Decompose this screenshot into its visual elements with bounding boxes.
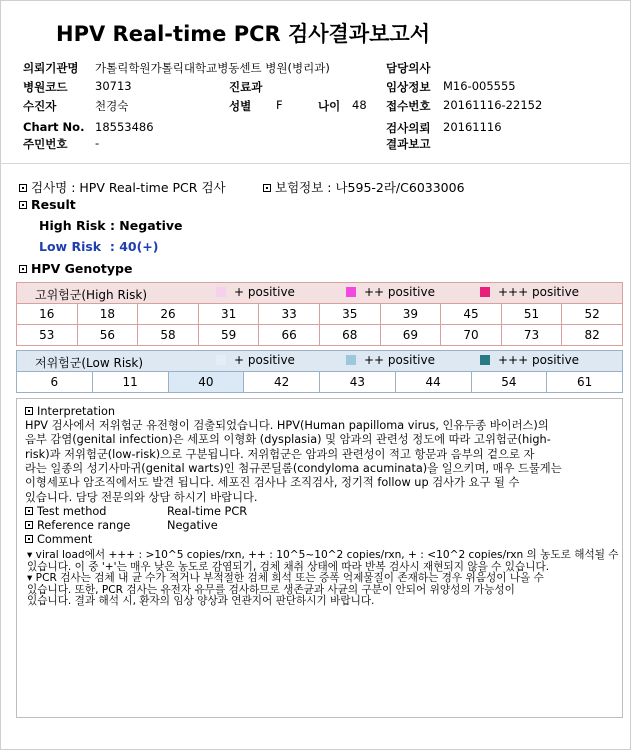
interpretation-line: 있습니다. 담당 전문의와 상담 하시기 바랍니다. [25, 490, 258, 504]
genotype-cell: 58 [138, 325, 199, 346]
genotype-cell: 11 [92, 372, 168, 393]
age-value: 48 [352, 98, 367, 112]
high-legend-plus: + positive [216, 285, 295, 299]
dept-label: 진료과 [229, 80, 263, 94]
low-risk-title: 저위험군(Low Risk) [35, 356, 144, 370]
sex-label: 성별 [229, 99, 252, 113]
high-legend-plusplus: ++ positive [346, 285, 435, 299]
comment-line: 있습니다. 이 중 '+'는 매우 낮은 농도로 감염되기, 검체 채취 상태에 따라 반복 검사시 재현되지 않을 수 있습니다. [27, 560, 550, 573]
low-legend-plus: + positive [216, 353, 295, 367]
genotype-cell: 61 [547, 372, 623, 393]
clinical-value: M16-005555 [443, 79, 516, 93]
insurance-line [263, 178, 465, 196]
interpretation-line: 이형세포나 암조직에서도 발견 됩니다. 세포진 검사나 조직검사, 정기적 follow up 검사가 요구 될 수 [25, 476, 520, 490]
code-label: 병원코드 [23, 80, 68, 94]
chart-label: Chart No. [23, 120, 85, 134]
low-legend-plusplusplus: +++ positive [480, 353, 579, 367]
high-risk-title: 고위험군(High Risk) [35, 288, 147, 302]
hospital-label: 의뢰기관명 [23, 61, 79, 75]
header-divider [0, 163, 631, 164]
result-heading: Result [19, 197, 76, 212]
genotype-cell: 70 [441, 325, 502, 346]
report-label: 결과보고 [386, 137, 431, 151]
genotype-cell: 31 [198, 304, 259, 325]
low-legend-plusplus: ++ positive [346, 353, 435, 367]
interpretation-box [16, 398, 623, 718]
report-title: HPV Real-time PCR 검사결과보고서 [56, 22, 430, 46]
id-value: - [95, 136, 100, 150]
genotype-cell: 45 [441, 304, 502, 325]
genotype-cell: 68 [319, 325, 380, 346]
legend-swatch [346, 355, 356, 365]
method-value: Real-time PCR [167, 505, 248, 518]
low-risk-value: : 40(+) [109, 239, 159, 254]
hospital-value: 가톨릭학원가톨릭대학교병동센트 병원(병리과) [95, 61, 330, 75]
comment-line: ▾ PCR 검사는 검체 내 균 수가 적거나 부적절한 검체 희석 또는 증폭 억제물질이 존재하는 경우 위음성이 나올 수 [27, 572, 544, 584]
legend-swatch [216, 287, 226, 297]
request-label: 검사의뢰 [386, 121, 431, 135]
patient-label: 수진자 [23, 99, 57, 113]
low-risk-row [17, 372, 623, 393]
sex-value: F [276, 98, 283, 112]
genotype-cell: 18 [77, 304, 138, 325]
insurance-info: 보험정보 : 나595-2라/C6033006 [275, 180, 465, 195]
comment-line: 있습니다. 또한, PCR 검사는 유전자 유무를 검사하므로 생존균과 사균의 구분이 안되어 위양성의 가능성이 [27, 583, 515, 596]
receipt-label: 접수번호 [386, 99, 431, 113]
genotype-cell: 59 [198, 325, 259, 346]
doctor-label: 담당의사 [386, 61, 431, 75]
checkbox-icon [25, 521, 33, 529]
age-label: 나이 [318, 99, 341, 113]
high-risk-result: High Risk : Negative [39, 218, 183, 233]
chart-value: 18553486 [95, 120, 154, 134]
genotype-cell: 66 [259, 325, 320, 346]
checkbox-icon [25, 535, 33, 543]
interpretation-line: 라는 일종의 성기사마귀(genital warts)인 첨규콘딜롬(condyloma acuminata)을 일으키며, 매우 드물게는 [25, 461, 562, 475]
genotype-cell: 40 [168, 372, 244, 393]
genotype-cell: 69 [380, 325, 441, 346]
test-name-line [19, 178, 226, 196]
comment-line: 있습니다. 결과 해석 시, 환자의 임상 양상과 연관지어 판단하시기 바랍니다. [27, 595, 375, 607]
checkbox-icon [19, 265, 27, 273]
genotype-cell: 44 [395, 372, 471, 393]
low-risk-result [39, 239, 159, 254]
genotype-cell: 42 [244, 372, 320, 393]
legend-swatch [216, 355, 226, 365]
interpretation-line: HPV 검사에서 저위험군 유전형이 검출되었습니다. HPV(Human papilloma virus, 인유두종 바이러스)의 [25, 419, 549, 432]
genotype-cell: 51 [501, 304, 562, 325]
legend-swatch [480, 355, 490, 365]
patient-value: 천경숙 [95, 99, 129, 113]
test-name: 검사명 : HPV Real-time PCR 검사 [31, 180, 226, 195]
method-label: Test method [25, 505, 106, 518]
legend-swatch [346, 287, 356, 297]
receipt-value: 20161116-22152 [443, 98, 543, 112]
high-risk-row [17, 325, 623, 346]
checkbox-icon [25, 407, 33, 415]
checkbox-icon [263, 184, 271, 192]
high-risk-row [17, 304, 623, 325]
genotype-cell: 16 [17, 304, 78, 325]
genotype-cell: 33 [259, 304, 320, 325]
genotype-cell: 73 [501, 325, 562, 346]
clinical-label: 임상정보 [386, 80, 431, 94]
interpretation-heading: Interpretation [25, 405, 115, 418]
genotype-cell: 39 [380, 304, 441, 325]
genotype-cell: 56 [77, 325, 138, 346]
interpretation-line: risk)과 저위험군(low-risk)으로 구분됩니다. 저위험군은 암과의 관련성이 적고 항문과 음부의 겉으로 자 [25, 447, 535, 461]
id-label: 주민번호 [23, 137, 68, 151]
genotype-cell: 43 [320, 372, 396, 393]
reference-value: Negative [167, 519, 218, 532]
checkbox-icon [25, 507, 33, 515]
high-legend-plusplusplus: +++ positive [480, 285, 579, 299]
comment-line: ▾ viral load에서 +++ : >10^5 copies/rxn, ++ : 10^5~10^2 copies/rxn, + : <10^2 copies/rxn 의 농도로 해석될 수 [27, 549, 619, 561]
genotype-cell: 52 [562, 304, 623, 325]
genotype-heading: HPV Genotype [19, 261, 132, 276]
genotype-cell: 6 [17, 372, 93, 393]
checkbox-icon [19, 201, 27, 209]
low-risk-label: Low Risk [39, 239, 102, 254]
code-value: 30713 [95, 79, 132, 93]
comment-heading: Comment [25, 533, 92, 546]
interpretation-line: 음부 감염(genital infection)은 세포의 이형화 (dysplasia) 및 암과의 관련성 정도에 따라 고위험군(high- [25, 433, 551, 447]
reference-label: Reference range [25, 519, 130, 532]
legend-swatch [480, 287, 490, 297]
checkbox-icon [19, 184, 27, 192]
request-value: 20161116 [443, 120, 502, 134]
genotype-cell: 53 [17, 325, 78, 346]
genotype-cell: 35 [319, 304, 380, 325]
genotype-cell: 54 [471, 372, 547, 393]
genotype-cell: 82 [562, 325, 623, 346]
genotype-cell: 26 [138, 304, 199, 325]
